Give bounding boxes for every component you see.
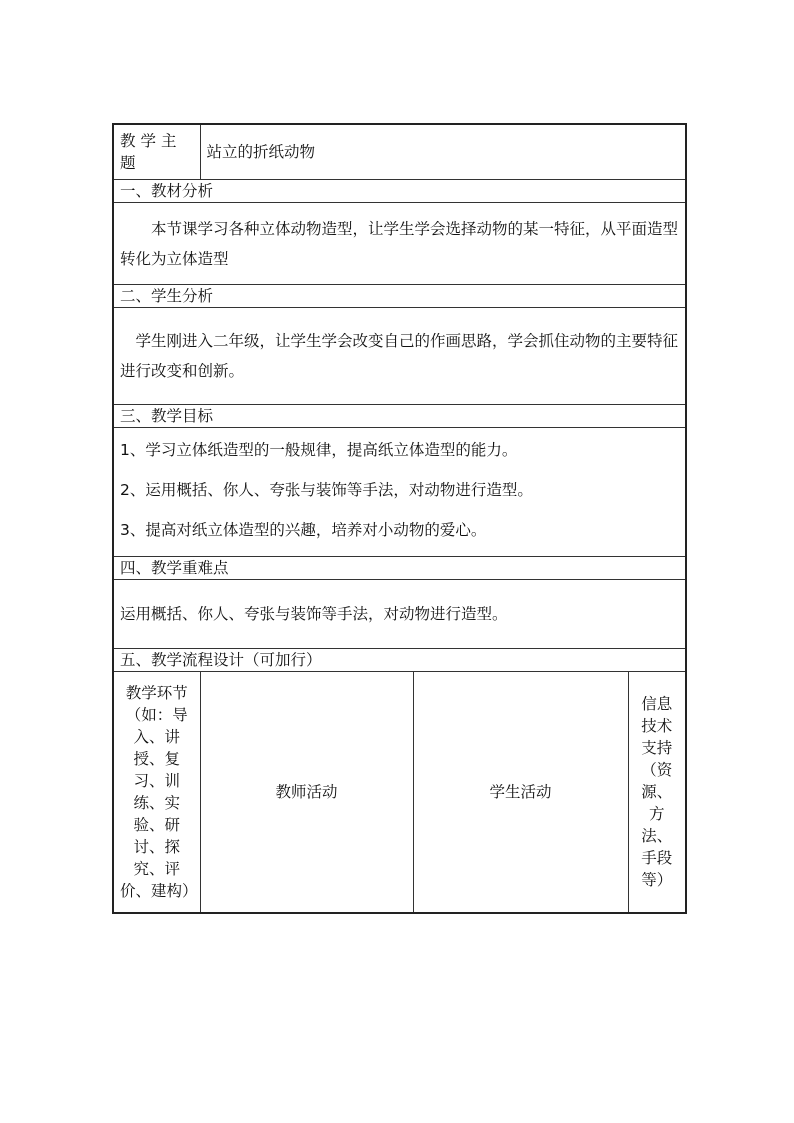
topic-value: 站立的折纸动物 bbox=[200, 124, 686, 180]
section-title-student: 二、学生分析 bbox=[113, 285, 686, 308]
material-analysis-paragraph: 本节课学习各种立体动物造型，让学生学会选择动物的某一特征，从平面造型转化为立体造型 bbox=[120, 219, 679, 268]
goal-item: 1、学习立体纸造型的一般规律，提高纸立体造型的能力。 bbox=[120, 440, 518, 459]
section-title-goals: 三、教学目标 bbox=[113, 405, 686, 428]
student-analysis-paragraph: 学生刚进入二年级，让学生学会改变自己的作画思路，学会抓住动物的主要特征进行改变和创新。 bbox=[120, 332, 679, 380]
topic-label: 教学主题 bbox=[113, 124, 200, 180]
student-analysis-text bbox=[113, 308, 686, 405]
key-points-text: 运用概括、你人、夸张与装饰等手法，对动物进行造型。 bbox=[113, 580, 686, 649]
flow-header-it-support: 信息技术支持（资源、方法、手段等） bbox=[628, 672, 686, 914]
goal-item: 2、运用概括、你人、夸张与装饰等手法，对动物进行造型。 bbox=[120, 480, 533, 499]
flow-header-student: 学生活动 bbox=[413, 672, 628, 914]
material-analysis-text bbox=[113, 203, 686, 285]
section-title-material: 一、教材分析 bbox=[113, 180, 686, 203]
flow-header-stage: 教学环节（如：导入、讲授、复习、训练、实验、研讨、探究、评价、建构） bbox=[113, 672, 200, 914]
goal-item: 3、提高对纸立体造型的兴趣，培养对小动物的爱心。 bbox=[120, 520, 487, 539]
section-title-flow: 五、教学流程设计（可加行） bbox=[113, 649, 686, 672]
flow-header-teacher: 教师活动 bbox=[200, 672, 413, 914]
teaching-goals bbox=[113, 428, 686, 557]
lesson-plan-table bbox=[112, 123, 687, 914]
section-title-key-points: 四、教学重难点 bbox=[113, 557, 686, 580]
